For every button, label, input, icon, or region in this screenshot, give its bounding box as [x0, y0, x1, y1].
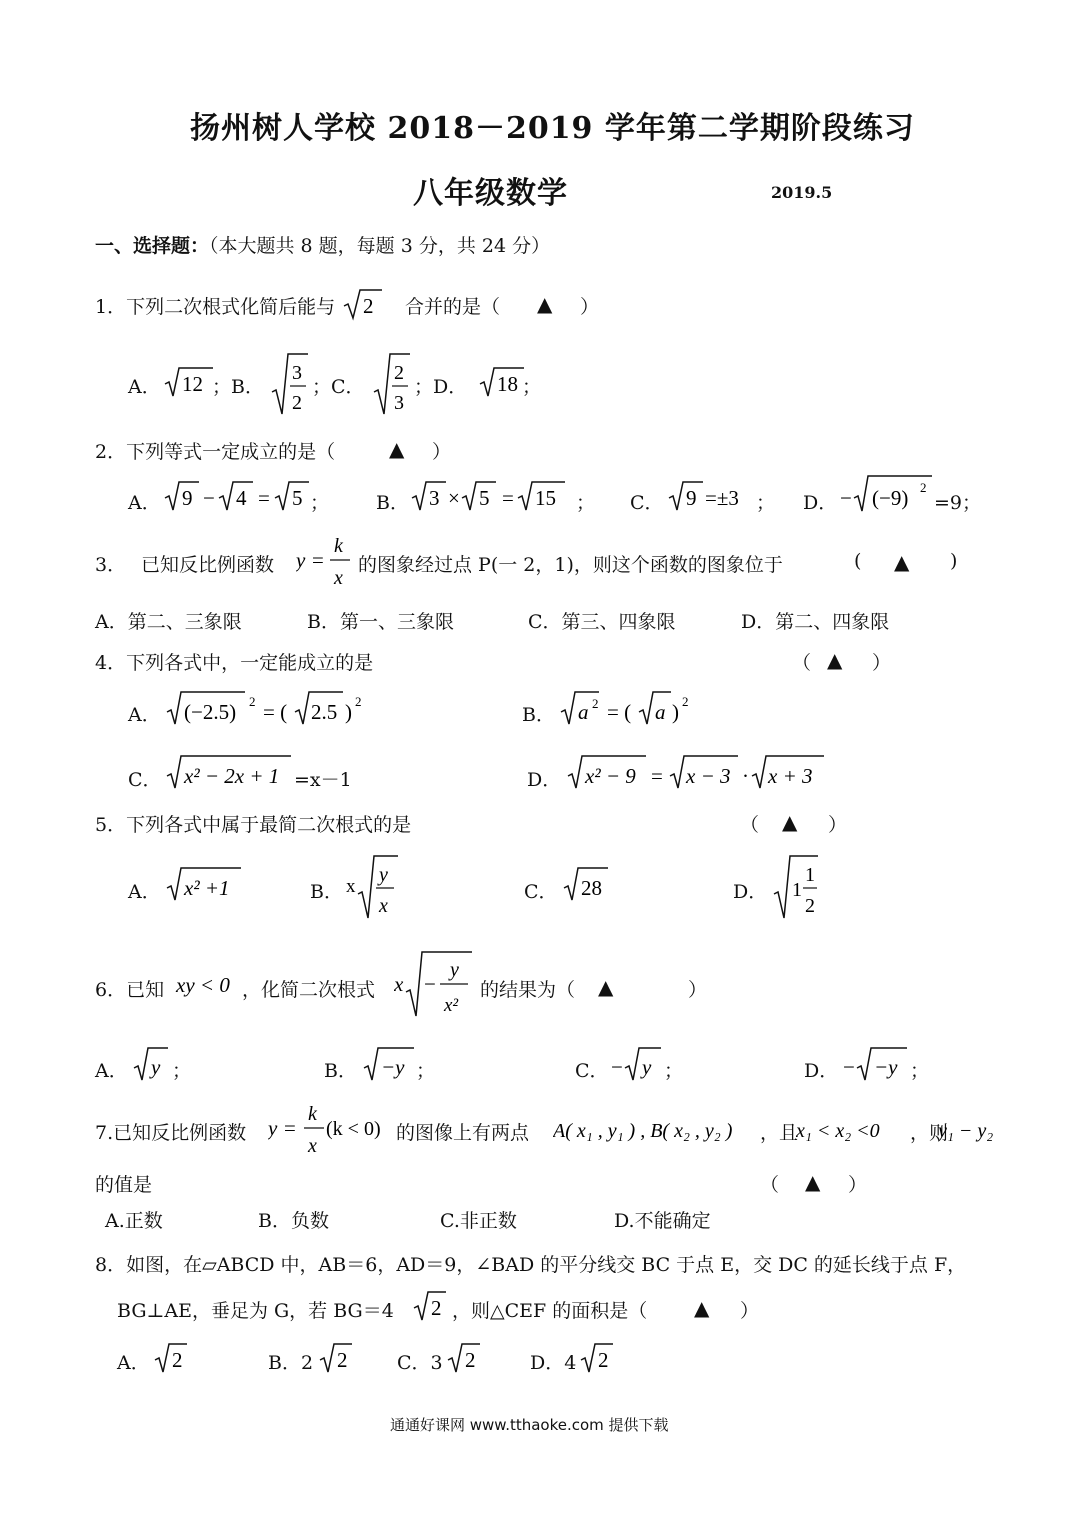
paren: ) — [345, 700, 352, 724]
q8-option-c-math — [446, 1340, 486, 1376]
q1-option-d-label: ；D． — [414, 376, 468, 398]
question-3-tail: 的图象经过点 P(一 2，1)，则这个函数的图象位于 — [358, 554, 783, 576]
condition: (k < 0) — [326, 1118, 381, 1140]
minus: − — [611, 1055, 623, 1079]
question-number: 7. — [95, 1122, 114, 1144]
q8-option-c-label: C．3 — [397, 1352, 443, 1374]
denominator: x — [334, 567, 343, 589]
q3-option-b: B．第一、三象限 — [307, 611, 454, 633]
exponent: 2 — [249, 694, 256, 709]
q1-end: ； — [522, 376, 542, 398]
radicand: a — [578, 700, 589, 724]
numerator: 1 — [805, 864, 815, 886]
operator: = — [258, 486, 270, 510]
q4-option-c-math — [165, 752, 295, 792]
radical-sign — [374, 354, 410, 414]
q1-option-c-math — [372, 350, 412, 418]
question-6 — [95, 975, 164, 1002]
q6-option-b-label: B． — [324, 1060, 357, 1082]
points: A( x₁ , y₁ ) , B( x₂ , y₂ ) — [553, 1120, 733, 1142]
question-6-tail: 的结果为（ — [480, 979, 576, 1001]
question-text: 下列各式中，一定能成立的是 — [126, 652, 374, 674]
question-1-tail — [405, 292, 500, 319]
question-number: 4． — [95, 652, 127, 674]
q1-option-a-math — [163, 364, 215, 400]
question-text: 下列等式一定成立的是（ — [126, 441, 336, 463]
question-close: ） — [580, 296, 600, 318]
q6-option-a-math — [132, 1044, 172, 1084]
q4-option-b-label: B． — [522, 704, 555, 726]
exponent: 2 — [592, 696, 599, 711]
question-close: ） — [872, 652, 892, 674]
section-note: （本大题共 8 题，每题 3 分，共 24 分） — [209, 235, 551, 257]
question-number: 2． — [95, 441, 127, 463]
result: =±3 — [705, 486, 739, 510]
radicand: x² +1 — [184, 876, 230, 900]
q4-option-c-label: C． — [128, 769, 162, 791]
question-number: 1． — [95, 296, 127, 318]
q2-option-c-label: C． — [630, 492, 664, 514]
radicand: y — [151, 1055, 161, 1079]
question-7-line2: 的值是 — [95, 1174, 153, 1196]
y-equals: y = — [268, 1116, 297, 1140]
q6-option-a-label: A． — [95, 1060, 128, 1082]
q6-option-c-label: C． — [575, 1060, 609, 1082]
q6-option-c-math — [611, 1044, 667, 1084]
q2-a-end: ； — [310, 492, 330, 514]
q2-option-a-math — [163, 478, 323, 514]
q5-option-a-math — [165, 864, 245, 904]
radicand: −y — [874, 1055, 898, 1079]
page-subtitle: 八年级数学 — [413, 176, 568, 211]
q2-option-b-label: B． — [376, 492, 409, 514]
question-1 — [95, 292, 335, 319]
question-6-text: ，化简二次根式 — [242, 979, 376, 1001]
radicand: x − 3 — [686, 764, 731, 788]
radicand: y — [642, 1055, 652, 1079]
question-open: （ — [792, 652, 812, 674]
question-close: ） — [432, 441, 452, 463]
radicand: 2 — [598, 1348, 609, 1372]
answer-blank-2[interactable]: ▲ — [389, 437, 405, 461]
operator: = — [502, 486, 514, 510]
q2-b-end: ； — [576, 492, 596, 514]
operator: · — [742, 764, 749, 788]
q2-option-b-math — [410, 478, 570, 514]
q5-option-c-math — [562, 864, 612, 904]
radicand: 2 — [337, 1348, 348, 1372]
q7-function — [268, 1100, 396, 1160]
answer-blank-6[interactable]: ▲ — [598, 975, 614, 999]
question-text: 合并的是（ — [405, 296, 501, 318]
radicand: 2 — [431, 1296, 442, 1320]
q2-d-tail: =9； — [934, 492, 982, 514]
q3-option-c: C．第三、四象限 — [528, 611, 676, 633]
q2-option-d-label: D． — [803, 492, 838, 514]
operator: = — [651, 764, 663, 788]
coefficient: x — [346, 876, 356, 897]
radicand: 9 — [686, 486, 697, 510]
q1-option-b-math — [270, 350, 310, 418]
question-number: 8． — [95, 1254, 127, 1276]
answer-blank-4[interactable]: ▲ — [827, 648, 843, 672]
question-7-text: 的图像上有两点 — [396, 1122, 530, 1144]
q8-sqrt2 — [412, 1288, 452, 1324]
radicand: 2 — [465, 1348, 476, 1372]
radicand: 28 — [581, 876, 602, 900]
section-heading-label: 一、选择题： — [95, 235, 210, 257]
question-8-line2: BG⊥AE，垂足为 G，若 BG＝4 — [117, 1300, 394, 1322]
radicand: a — [655, 700, 666, 724]
question-3-text: 已知反比例函数 — [141, 554, 275, 576]
q5-option-b-label: B． — [310, 881, 343, 903]
inequality: x₁ < x₂ <0 — [796, 1120, 880, 1142]
q8-option-b-label: B．2 — [268, 1352, 314, 1374]
q4-option-b-math — [559, 688, 704, 728]
radicand: 5 — [292, 486, 303, 510]
exponent: 2 — [355, 694, 362, 709]
numerator: 2 — [394, 362, 404, 384]
numerator: y — [450, 959, 459, 981]
y-equals: y = — [296, 548, 325, 572]
answer-blank-8[interactable]: ▲ — [694, 1296, 710, 1320]
q1-option-c-label: ；C． — [312, 376, 365, 398]
q3-option-d: D．第二、四象限 — [741, 611, 890, 633]
question-text: 已知反比例函数 — [113, 1122, 247, 1144]
q8-option-d-math — [579, 1340, 619, 1376]
question-open: ( — [854, 550, 862, 572]
q7-option-d: D.不能确定 — [614, 1210, 711, 1232]
q6-option-b-math — [362, 1044, 418, 1084]
question-7-and: ，且 — [760, 1122, 799, 1144]
q3-option-a: A．第二、三象限 — [95, 611, 242, 633]
question-number: 6． — [95, 979, 127, 1001]
q6-option-d-label: D． — [804, 1060, 839, 1082]
question-5 — [95, 810, 411, 837]
radicand: 3 — [429, 486, 440, 510]
q8-option-b-math — [318, 1340, 358, 1376]
q6-a-end: ； — [172, 1060, 192, 1082]
question-close: ） — [688, 979, 708, 1001]
radicand: 12 — [182, 372, 203, 396]
section-heading — [95, 231, 550, 258]
radical-sign — [272, 354, 308, 414]
radicand: x + 3 — [768, 764, 813, 788]
radicand: 18 — [497, 372, 518, 396]
denominator: x — [379, 895, 388, 917]
q4-option-d-label: D． — [527, 769, 562, 791]
answer-blank-5[interactable]: ▲ — [782, 810, 798, 834]
radicand: 9 — [182, 486, 193, 510]
q6-b-end: ； — [416, 1060, 436, 1082]
minus: − — [843, 1055, 855, 1079]
denominator: 2 — [292, 392, 302, 414]
difference: y₁ − y₂ — [938, 1120, 994, 1142]
radicand: x² − 9 — [585, 764, 636, 788]
answer-blank-1[interactable]: ▲ — [537, 292, 553, 316]
q6-d-end: ； — [910, 1060, 930, 1082]
answer-blank-3[interactable]: ▲ — [894, 550, 910, 574]
numerator: k — [334, 535, 343, 557]
question-text: 已知 — [126, 979, 165, 1001]
radicand: x² − 2x + 1 — [184, 764, 280, 788]
question-close: ） — [828, 814, 848, 836]
q4-option-d-math — [566, 752, 831, 792]
radicand: (−9) — [872, 486, 909, 510]
denominator: x² — [444, 995, 459, 1016]
integer-part: 1 — [792, 879, 802, 901]
q6-condition — [174, 970, 246, 1000]
q1-option-b-label: ；B． — [212, 376, 264, 398]
question-close: ） — [740, 1300, 760, 1322]
denominator: 2 — [805, 895, 815, 917]
radicand: 15 — [535, 486, 556, 510]
q1-option-a-label: A． — [128, 376, 161, 398]
question-close: ） — [848, 1174, 868, 1196]
radicand: 5 — [479, 486, 490, 510]
paren: ) — [672, 700, 679, 724]
coefficient: x — [394, 972, 404, 996]
question-3 — [95, 550, 126, 577]
question-text: 如图，在▱ABCD 中，AB＝6，AD＝9，∠BAD 的平分线交 BC 于点 E，交 DC 的延长线于点 F， — [126, 1254, 967, 1276]
q7-points — [553, 1110, 783, 1146]
q5-option-b-math — [346, 852, 406, 922]
q6-c-end: ； — [664, 1060, 684, 1082]
q5-option-a-label: A． — [128, 881, 161, 903]
question-text: 下列二次根式化简后能与 — [126, 296, 336, 318]
answer-blank-7[interactable]: ▲ — [805, 1170, 821, 1194]
numerator: k — [308, 1103, 317, 1125]
numerator: y — [379, 864, 388, 886]
exponent: 2 — [920, 480, 927, 495]
q2-option-d-math — [840, 470, 940, 514]
q6-option-d-math — [843, 1044, 913, 1084]
question-7-then: ，则 — [910, 1122, 949, 1144]
denominator: 3 — [394, 392, 404, 414]
question-2 — [95, 437, 335, 464]
radical-sign — [358, 856, 398, 918]
exponent: 2 — [682, 694, 689, 709]
numerator: 3 — [292, 362, 302, 384]
radicand: −y — [381, 1055, 405, 1079]
exam-date: 2019.5 — [771, 183, 833, 202]
q1-sqrt2 — [342, 286, 402, 322]
minus: − — [424, 972, 436, 996]
q7-difference — [938, 1110, 1018, 1146]
q5-option-c-label: C． — [524, 881, 558, 903]
page-footer: 通通好课网 www.tthaoke.com 提供下载 — [390, 1416, 669, 1434]
question-4 — [95, 648, 373, 675]
page-title: 扬州树人学校 2018－2019 学年第二学期阶段练习 — [190, 111, 915, 146]
q6-expression — [394, 948, 476, 1020]
q4-c-tail: =x－1 — [294, 769, 352, 791]
rhs: = ( — [607, 700, 632, 724]
operator: × — [448, 486, 460, 510]
radicand: 2 — [172, 1348, 183, 1372]
q7-option-c: C.非正数 — [440, 1210, 517, 1232]
radicand: (−2.5) — [184, 700, 237, 724]
question-open: （ — [740, 814, 760, 836]
question-number: 3． — [95, 554, 127, 576]
operator: − — [203, 486, 215, 510]
question-number: 5． — [95, 814, 127, 836]
q3-function — [296, 532, 358, 592]
q2-c-end: ； — [756, 492, 776, 514]
radicand: 4 — [236, 486, 247, 510]
q4-option-a-math — [165, 688, 380, 728]
q7-inequality — [796, 1110, 916, 1146]
operator: − — [840, 486, 852, 510]
q4-option-a-label: A． — [128, 704, 161, 726]
condition: xy < 0 — [176, 973, 230, 997]
q5-option-d-label: D． — [733, 881, 768, 903]
q2-option-a-label: A． — [128, 492, 161, 514]
question-7 — [95, 1118, 246, 1145]
q8-option-d-label: D．4 — [530, 1352, 577, 1374]
radicand: 2 — [363, 294, 374, 318]
question-text: 下列各式中属于最简二次根式的是 — [126, 814, 412, 836]
q5-option-d-math — [772, 852, 822, 922]
q7-option-a: A.正数 — [105, 1210, 163, 1232]
q8-option-a-label: A． — [117, 1352, 150, 1374]
question-open: （ — [760, 1174, 780, 1196]
question-8-tail: ，则△CEF 的面积是（ — [452, 1300, 648, 1322]
question-8 — [95, 1250, 966, 1277]
question-close: ) — [950, 550, 958, 572]
q8-option-a-math — [153, 1340, 193, 1376]
rhs: = ( — [263, 700, 288, 724]
radicand: 2.5 — [311, 700, 338, 724]
q1-option-d-math — [478, 364, 526, 400]
denominator: x — [308, 1135, 317, 1157]
q7-option-b: B．负数 — [258, 1210, 329, 1232]
